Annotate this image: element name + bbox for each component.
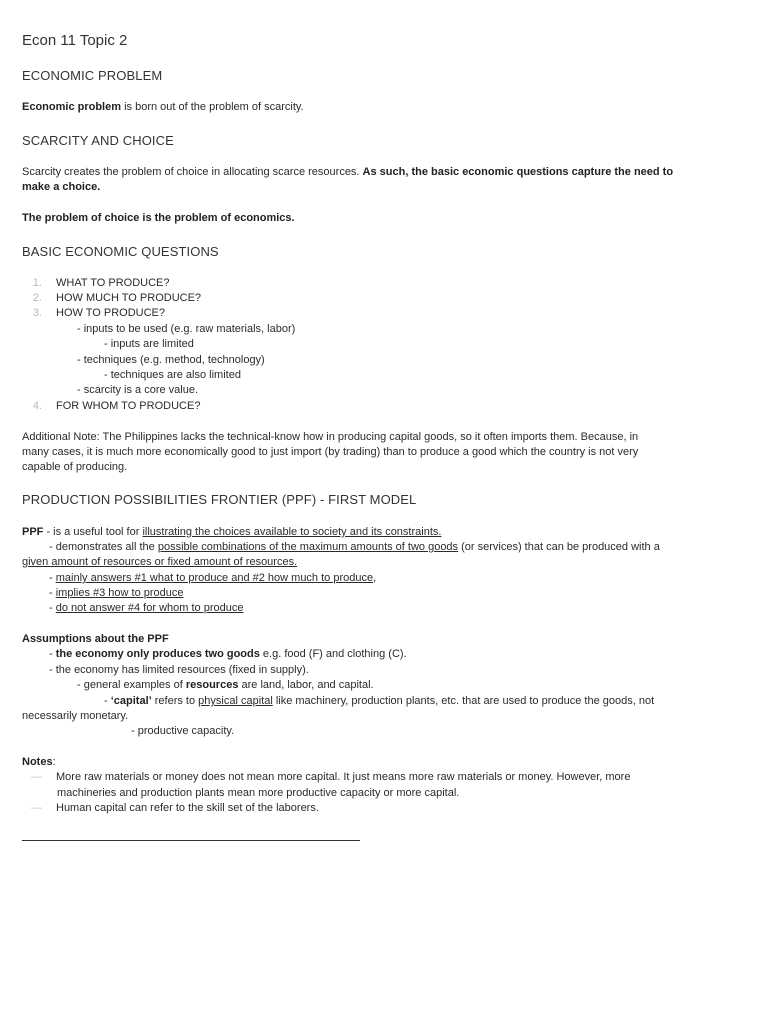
text-span: - demonstrates all the <box>49 541 158 553</box>
text-span: - <box>104 695 111 707</box>
list-text: FOR WHOM TO PRODUCE? <box>56 400 201 412</box>
notes-heading <box>22 755 56 770</box>
text-span: - <box>49 602 56 614</box>
list-number: 2. <box>32 292 42 304</box>
capital-definition-line2: necessarily monetary. <box>22 710 129 722</box>
underlined-text: physical capital <box>198 695 273 707</box>
list-item <box>22 306 165 321</box>
bold-text: As such, the basic economic questions capture the need to <box>362 166 674 178</box>
text-span: - <box>49 587 56 599</box>
productive-capacity: - productive capacity. <box>131 725 235 737</box>
sub-sub-item: - techniques are also limited <box>104 369 241 381</box>
text-span: , <box>373 572 377 584</box>
text-span: - is a useful tool for <box>43 526 143 538</box>
list-number: 3. <box>32 307 42 319</box>
ppf-not-answer <box>49 601 243 616</box>
list-text: HOW MUCH TO PRODUCE? <box>56 292 202 304</box>
assumptions-heading <box>22 632 169 647</box>
note-item <box>22 770 630 785</box>
horizontal-divider <box>22 840 360 841</box>
note-item <box>22 801 319 816</box>
bold-term: Economic problem <box>22 101 122 113</box>
capital-definition-line1 <box>104 694 654 709</box>
sub-item: - inputs to be used (e.g. raw materials, labor) <box>77 323 296 335</box>
text-span: - general examples of <box>77 679 186 691</box>
bold-text: the economy only produces two goods <box>55 648 260 660</box>
ppf-demonstrates-line1 <box>49 540 660 555</box>
note-text: More raw materials or money does not mean more capital. It just means more raw materials or money. However, more <box>56 771 631 783</box>
heading-economic-problem: ECONOMIC PROBLEM <box>22 68 163 83</box>
underlined-text: illustrating the choices available to society and its constraints. <box>142 526 442 538</box>
underlined-text: mainly answers #1 what to produce and #2 how much to produce <box>55 572 374 584</box>
paragraph-scarcity-line1 <box>22 165 673 180</box>
sub-item: - techniques (e.g. method, technology) <box>77 354 265 366</box>
ppf-answers <box>49 571 376 586</box>
list-item <box>22 399 200 414</box>
note-dash: — <box>31 771 42 783</box>
bold-text: Notes <box>22 756 53 768</box>
text-span: are land, labor, and capital. <box>238 679 374 691</box>
ppf-definition <box>22 525 441 540</box>
text-span: - <box>49 648 56 660</box>
bold-text: make a choice. <box>22 181 101 193</box>
paragraph-problem-of-choice <box>22 211 295 226</box>
text-span: Scarcity creates the problem of choice in allocating scarce resources. <box>22 166 363 178</box>
assumption-limited-resources: - the economy has limited resources (fixed in supply). <box>49 664 309 676</box>
additional-note-line2: many cases, it is much more economically good to just import (by trading) than to produce a good which the country is not very <box>22 446 639 458</box>
additional-note-line1: Additional Note: The Philippines lacks the technical-know how in producing capital goods, so it often imports them. Because, in <box>22 431 639 443</box>
heading-basic-questions: BASIC ECONOMIC QUESTIONS <box>22 244 219 259</box>
text-span: e.g. food (F) and clothing (C). <box>259 648 407 660</box>
heading-scarcity-choice: SCARCITY AND CHOICE <box>22 133 174 148</box>
heading-ppf: PRODUCTION POSSIBILITIES FRONTIER (PPF) - FIRST MODEL <box>22 492 417 507</box>
note-dash: — <box>31 802 42 814</box>
ppf-demonstrates-line2 <box>22 555 297 570</box>
bold-term: PPF <box>22 526 44 538</box>
sub-item: - scarcity is a core value. <box>77 384 199 396</box>
resources-examples <box>77 678 374 693</box>
bold-text: ‘capital’ <box>110 695 152 707</box>
sub-sub-item: - inputs are limited <box>104 338 194 350</box>
bold-text: The problem of choice is the problem of economics. <box>22 212 295 224</box>
list-item <box>22 276 169 291</box>
text-span: : <box>52 756 56 768</box>
list-number: 1. <box>32 277 42 289</box>
paragraph-scarcity-line2 <box>22 180 100 195</box>
text-span: is born out of the problem of scarcity. <box>121 101 304 113</box>
underlined-text: given amount of resources or fixed amount of resources. <box>22 556 298 568</box>
list-item <box>22 291 201 306</box>
paragraph-economic-problem <box>22 100 304 115</box>
text-span: refers to <box>151 695 199 707</box>
additional-note-line3: capable of producing. <box>22 461 128 473</box>
underlined-text: implies #3 how to produce <box>55 587 184 599</box>
note-text: Human capital can refer to the skill set of the laborers. <box>56 802 319 814</box>
underlined-text: possible combinations of the maximum amounts of two goods <box>157 541 459 553</box>
note-item-continuation: machineries and production plants mean more productive capacity or more capital. <box>57 787 460 799</box>
page-title: Econ 11 Topic 2 <box>22 32 128 49</box>
bold-text: resources <box>185 679 239 691</box>
text-span: (or services) that can be produced with a <box>458 541 660 553</box>
list-text: WHAT TO PRODUCE? <box>56 277 170 289</box>
assumption-two-goods <box>49 647 407 662</box>
ppf-implies <box>49 586 184 601</box>
list-text: HOW TO PRODUCE? <box>56 307 165 319</box>
text-span: - <box>49 572 56 584</box>
list-number: 4. <box>32 400 42 412</box>
text-span: like machinery, production plants, etc. that are used to produce the goods, not <box>272 695 655 707</box>
underlined-text: do not answer #4 for whom to produce <box>55 602 244 614</box>
bold-text: Assumptions about the PPF <box>22 633 169 645</box>
